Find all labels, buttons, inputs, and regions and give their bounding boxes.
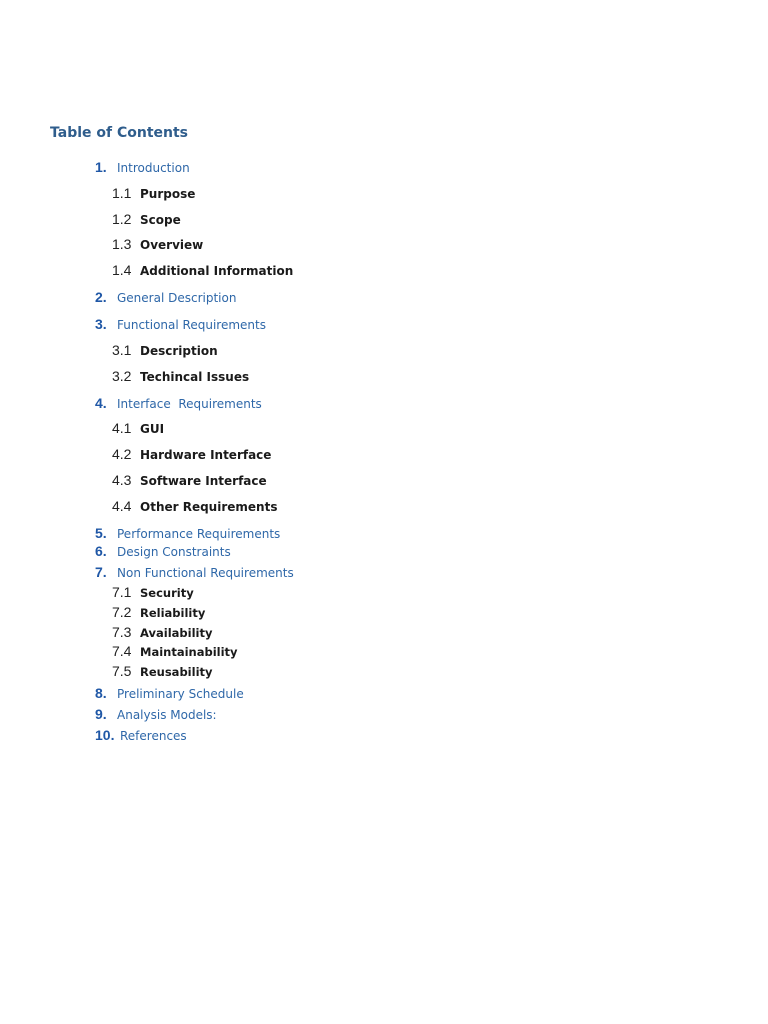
toc-entry-2[interactable] — [95, 288, 236, 306]
toc-link[interactable]: Non Functional Requirements — [117, 566, 294, 580]
toc-number: 9. — [95, 706, 107, 722]
toc-number: 4. — [95, 395, 107, 411]
toc-number: 6. — [95, 543, 107, 559]
toc-entry-4[interactable] — [95, 394, 262, 412]
toc-entry-3[interactable] — [95, 315, 266, 333]
toc-label: Reliability — [140, 606, 206, 620]
toc-label: Purpose — [140, 187, 196, 201]
toc-number: 8. — [95, 685, 107, 701]
toc-label: Techincal Issues — [140, 370, 250, 384]
toc-link[interactable]: Functional Requirements — [117, 318, 266, 332]
toc-label: Security — [140, 586, 194, 600]
toc-label: Other Requirements — [140, 500, 278, 514]
toc-number: 10. — [95, 727, 115, 743]
toc-label: Additional Information — [140, 264, 294, 278]
toc-entry-1[interactable] — [95, 158, 190, 176]
toc-entry-7-5 — [112, 662, 213, 680]
toc-entry-4-3 — [112, 471, 267, 489]
toc-number: 1. — [95, 159, 107, 175]
toc-entry-1-2 — [112, 210, 181, 228]
toc-label: Hardware Interface — [140, 448, 272, 462]
toc-number: 7.4 — [112, 643, 132, 659]
toc-number: 4.1 — [112, 420, 132, 436]
toc-label: Maintainability — [140, 645, 238, 659]
toc-number: 3.1 — [112, 342, 132, 358]
toc-label: Reusability — [140, 665, 213, 679]
toc-number: 4.3 — [112, 472, 132, 488]
toc-entry-1-1 — [112, 184, 195, 202]
toc-number: 1.4 — [112, 262, 132, 278]
toc-link[interactable]: Interface Requirements — [117, 397, 262, 411]
toc-number: 4.4 — [112, 498, 132, 514]
toc-label: Overview — [140, 238, 204, 252]
toc-number: 3.2 — [112, 368, 132, 384]
toc-entry-4-2 — [112, 445, 271, 463]
toc-entry-7-1 — [112, 583, 194, 601]
toc-number: 5. — [95, 525, 107, 541]
toc-number: 7.2 — [112, 604, 132, 620]
toc-number: 3. — [95, 316, 107, 332]
toc-entry-1-3 — [112, 235, 203, 253]
toc-entry-4-4 — [112, 497, 277, 515]
toc-label: Description — [140, 344, 218, 358]
toc-number: 1.2 — [112, 211, 132, 227]
toc-label: Availability — [140, 626, 213, 640]
toc-link[interactable]: Preliminary Schedule — [117, 687, 244, 701]
toc-entry-3-2 — [112, 367, 249, 385]
toc-link[interactable]: Performance Requirements — [117, 527, 281, 541]
toc-link[interactable]: Design Constraints — [117, 545, 231, 559]
toc-title: Table of Contents — [50, 125, 189, 141]
toc-link[interactable]: Analysis Models: — [117, 708, 217, 722]
toc-link[interactable]: References — [120, 729, 187, 743]
toc-entry-5[interactable] — [95, 524, 280, 542]
toc-entry-7[interactable] — [95, 563, 294, 581]
toc-label: Software Interface — [140, 474, 267, 488]
toc-entry-4-1 — [112, 419, 164, 437]
toc-number: 1.1 — [112, 185, 132, 201]
toc-entry-3-1 — [112, 341, 218, 359]
toc-number: 2. — [95, 289, 107, 305]
toc-entry-7-4 — [112, 642, 238, 660]
toc-entry-6[interactable] — [95, 542, 231, 560]
toc-number: 7.1 — [112, 584, 132, 600]
toc-entry-9[interactable] — [95, 705, 217, 723]
toc-entry-10[interactable] — [95, 726, 187, 744]
toc-number: 7.3 — [112, 624, 132, 640]
toc-entry-7-3 — [112, 623, 212, 641]
toc-label: Scope — [140, 213, 181, 227]
toc-link[interactable]: General Description — [117, 291, 237, 305]
toc-entry-1-4 — [112, 261, 293, 279]
toc-entry-8[interactable] — [95, 684, 244, 702]
toc-label: GUI — [140, 422, 165, 436]
toc-number: 4.2 — [112, 446, 132, 462]
toc-link[interactable]: Introduction — [117, 161, 190, 175]
toc-number: 1.3 — [112, 236, 132, 252]
toc-entry-7-2 — [112, 603, 205, 621]
toc-number: 7. — [95, 564, 107, 580]
toc-number: 7.5 — [112, 663, 132, 679]
